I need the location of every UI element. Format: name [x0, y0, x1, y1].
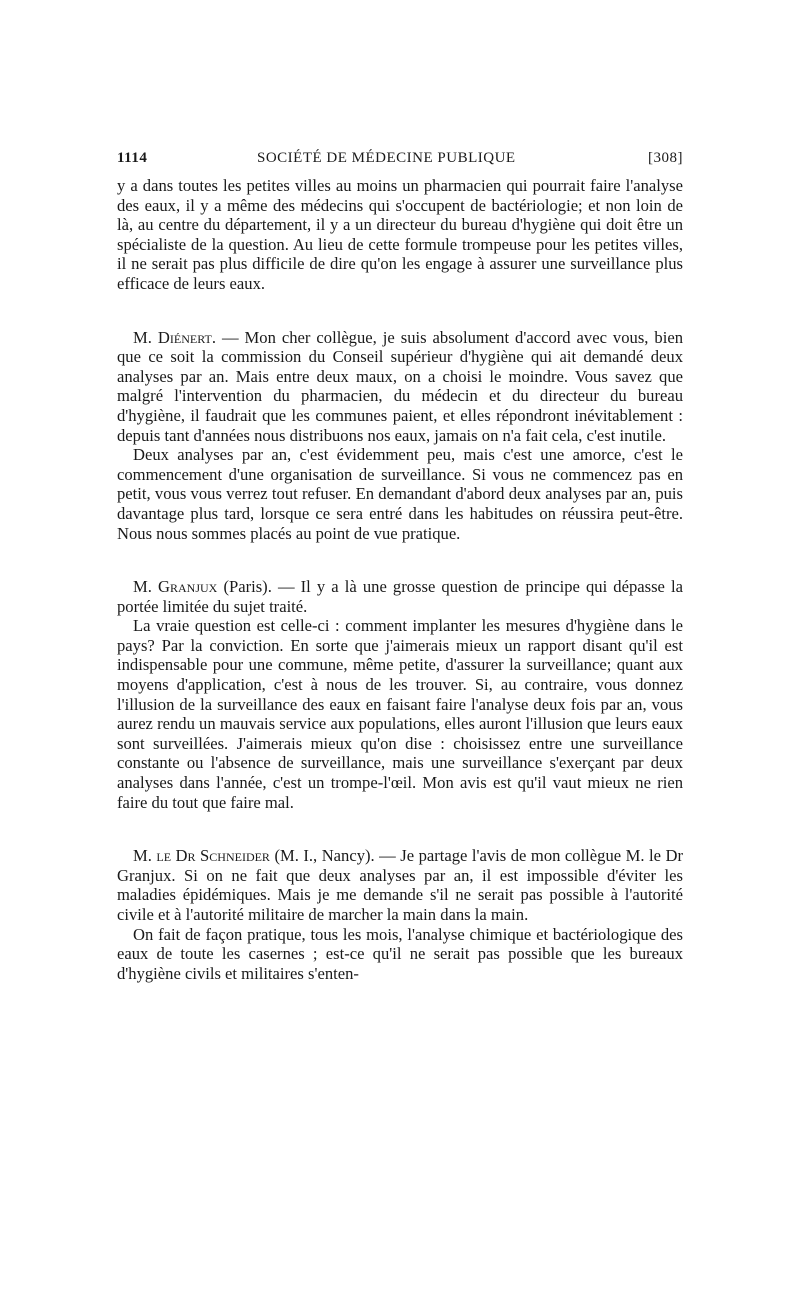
- paragraph-dienert-continued: Deux analyses par an, c'est évidemment peu, mais c'est une amorce, c'est le commencement d'une organisation de surveillance. Si vous ne commencez pas en petit, vous vous verrez tout refuser. En demandant d'abord deux analyses par an, puis davantage plus tard, lorsque ce sera entré dans les habitudes on réussira peut-être. Nous nous sommes placés au point de vue pratique.: [117, 445, 683, 543]
- running-title: SOCIÉTÉ DE MÉDECINE PUBLIQUE: [257, 150, 516, 166]
- paragraph-schneider: [117, 846, 683, 924]
- speaker-granjux: M. Granjux: [133, 577, 218, 597]
- speech-dienert: — Mon cher collègue, je suis absolument d'accord avec vous, bien que ce soit la commission du Conseil supérieur d'hygiène qui ait demandé deux analyses par an. Mais entre deux maux, on a choisi le moindre. Vous savez que malgré l'intervention du pharmacien, du médecin et du directeur du bureau d'hygiène, il faudrait que les communes paient, et elles répondront inévitablement : depuis tant d'années nous distribuons nos eaux, jamais on n'a fait cela, c'est inutile.: [117, 327, 683, 445]
- paragraph-granjux: [117, 577, 683, 616]
- document-page: [117, 150, 683, 983]
- paragraph-dienert: [117, 328, 683, 446]
- running-head: [117, 150, 683, 176]
- folio-number: 1114: [117, 150, 148, 166]
- speech-schneider: (M. I., Nancy). — Je partage l'avis de mon collègue M. le Dr Granjux. Si on ne fait que deux analyses par an, il est impossible d'éviter les maladies épidémiques. Mais je me demande s'il ne serait pas possible à l'autorité civile et à l'autorité militaire de marcher la main dans la main.: [117, 846, 684, 924]
- speaker-dienert: M. Diénert.: [133, 327, 216, 347]
- section-gap: [117, 294, 683, 328]
- paragraph-continuation: y a dans toutes les petites villes au moins un pharmacien qui pourrait faire l'analyse des eaux, il y a même des médecins qui s'occupent de bactériologie; et non loin de là, au centre du département, il y a un directeur du bureau d'hygiène qui doit être un spécialiste de la question. Au lieu de cette formule trompeuse pour les petites villes, il ne serait pas plus difficile de dire qu'on les engage à assurer une surveillance plus efficace de leurs eaux.: [117, 176, 683, 293]
- speaker-schneider: M. le Dr Schneider: [133, 846, 270, 866]
- section-gap: [117, 812, 683, 846]
- paragraph-schneider-continued: On fait de façon pratique, tous les mois, l'analyse chimique et bactériologique des eaux de toute les casernes ; est-ce qu'il ne serait pas possible que les bureaux d'hygiène civils et militaires s'enten-: [117, 924, 683, 983]
- paragraph-granjux-continued: La vraie question est celle-ci : comment implanter les mesures d'hygiène dans le pays? Par la conviction. En sorte que j'aimerais mieux un rapport disant qu'il est indispensable pour une commune, même petite, d'assurer la surveillance; quant aux moyens d'application, c'est à nous de les trouver. Si, au contraire, vous donnez l'illusion de la surveillance des eaux en faisant faire l'analyse deux fois par an, vous aurez rendu un mauvais service aux populations, elles auront l'illusion que leurs eaux sont surveillées. J'aimerais mieux qu'on dise : choisissez entre une surveillance constante ou l'absence de surveillance, mais une surveillance s'exerçant par deux analyses dans l'année, c'est un trompe-l'œil. Mon avis est qu'il vaut mieux ne rien faire du tout que faire mal.: [117, 616, 683, 812]
- speech-granjux: (Paris). — Il y a là une grosse question de principe qui dépasse la portée limitée du sujet traité.: [117, 577, 683, 616]
- section-gap: [117, 543, 683, 577]
- page-bracket-number: [308]: [648, 150, 683, 166]
